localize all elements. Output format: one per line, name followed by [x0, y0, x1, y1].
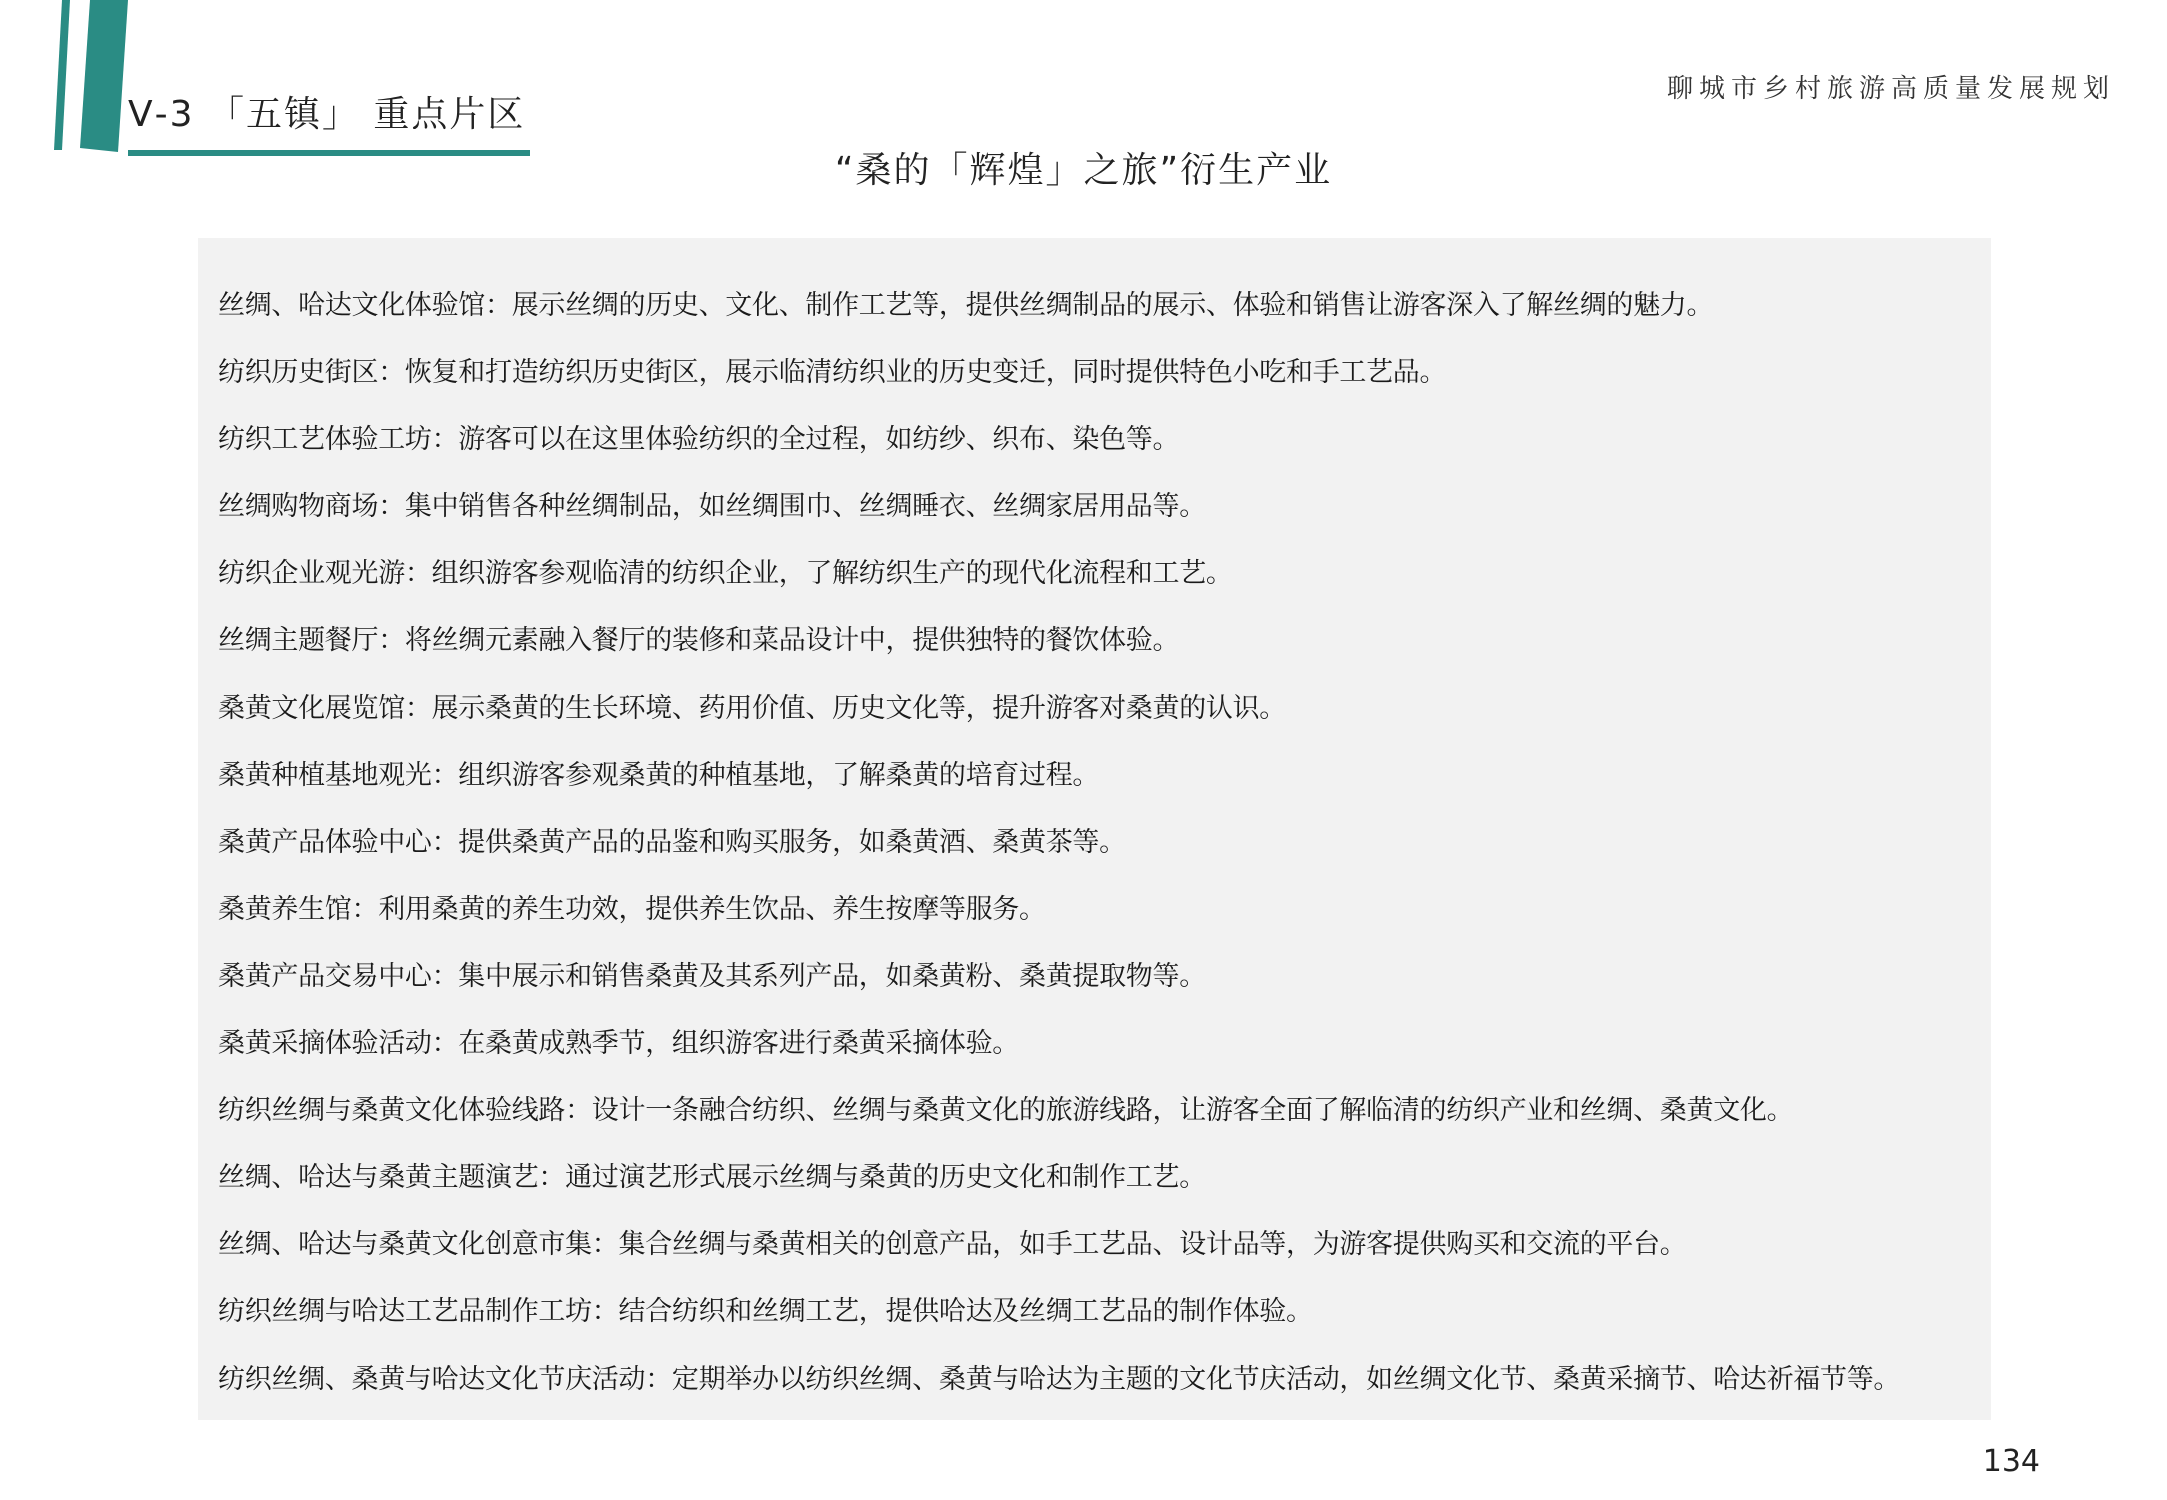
list-item: 纺织丝绸、桑黄与哈达文化节庆活动：定期举办以纺织丝绸、桑黄与哈达为主题的文化节庆活动，如丝绸文化节、桑黄采摘节、哈达祈福节等。: [218, 1363, 1901, 1395]
list-item: 桑黄采摘体验活动：在桑黄成熟季节，组织游客进行桑黄采摘体验。: [218, 1028, 1019, 1060]
page-number: 134: [1982, 1444, 2040, 1479]
section-title: Ⅴ-3 「五镇」 重点片区: [128, 94, 526, 135]
page-heading: “桑的「辉煌」之旅”衍生产业: [834, 150, 1333, 191]
corner-stripes-decoration: [0, 0, 140, 160]
list-item: 纺织企业观光游：组织游客参观临清的纺织企业，了解纺织生产的现代化流程和工艺。: [218, 558, 1233, 590]
list-item: 纺织丝绸与哈达工艺品制作工坊：结合纺织和丝绸工艺，提供哈达及丝绸工艺品的制作体验。: [218, 1296, 1313, 1328]
list-item: 桑黄文化展览馆：展示桑黄的生长环境、药用价值、历史文化等，提升游客对桑黄的认识。: [218, 692, 1286, 724]
list-item: 桑黄种植基地观光：组织游客参观桑黄的种植基地，了解桑黄的培育过程。: [218, 759, 1100, 791]
list-item: 纺织历史街区：恢复和打造纺织历史街区，展示临清纺织业的历史变迁，同时提供特色小吃和手工艺品。: [218, 357, 1447, 389]
list-item: 丝绸、哈达与桑黄主题演艺：通过演艺形式展示丝绸与桑黄的历史文化和制作工艺。: [218, 1162, 1206, 1194]
list-item: 丝绸、哈达与桑黄文化创意市集：集合丝绸与桑黄相关的创意产品，如手工艺品、设计品等，为游客提供购买和交流的平台。: [218, 1229, 1687, 1261]
content-panel: [198, 238, 1991, 1420]
list-item: 纺织工艺体验工坊：游客可以在这里体验纺织的全过程，如纺纱、织布、染色等。: [218, 424, 1180, 456]
document-title: 聊城市乡村旅游高质量发展规划: [1666, 74, 2115, 104]
list-item: 桑黄养生馆：利用桑黄的养生功效，提供养生饮品、养生按摩等服务。: [218, 893, 1046, 925]
list-item: 纺织丝绸与桑黄文化体验线路：设计一条融合纺织、丝绸与桑黄文化的旅游线路，让游客全面了解临清的纺织产业和丝绸、桑黄文化。: [218, 1095, 1794, 1127]
list-item: 桑黄产品交易中心：集中展示和销售桑黄及其系列产品，如桑黄粉、桑黄提取物等。: [218, 960, 1206, 992]
list-item: 丝绸、哈达文化体验馆：展示丝绸的历史、文化、制作工艺等，提供丝绸制品的展示、体验和销售让游客深入了解丝绸的魅力。: [218, 290, 1714, 321]
list-item: 桑黄产品体验中心：提供桑黄产品的品鉴和购买服务，如桑黄酒、桑黄茶等。: [218, 826, 1126, 858]
list-item: 丝绸主题餐厅：将丝绸元素融入餐厅的装修和菜品设计中，提供独特的餐饮体验。: [218, 625, 1180, 657]
list-item: 丝绸购物商场：集中销售各种丝绸制品，如丝绸围巾、丝绸睡衣、丝绸家居用品等。: [218, 491, 1206, 523]
